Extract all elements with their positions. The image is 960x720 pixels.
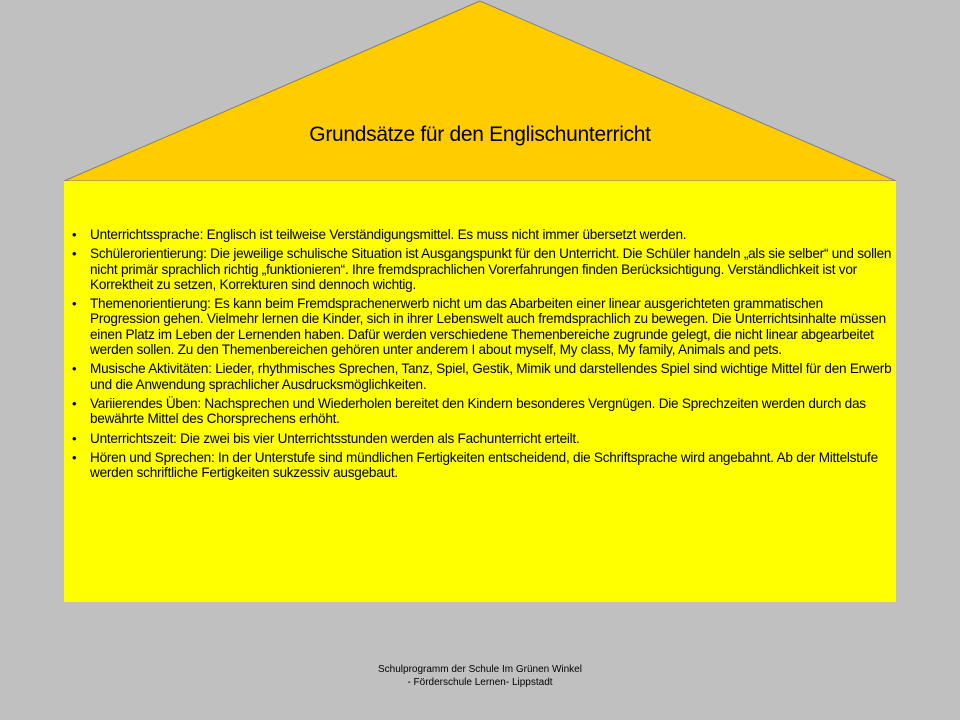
list-item-theme-orientation [72,296,894,357]
list-item-lesson-time [72,431,894,446]
list-item-text: Unterrichtssprache: Englisch ist teilweise Verständigungsmittel. Es muss nicht immer übersetzt werden. [90,227,687,242]
bullet-icon: • [72,395,77,411]
list-item-listening-speaking [72,450,894,481]
bullet-icon: • [72,430,77,446]
list-item-text: Unterrichtszeit: Die zwei bis vier Unterrichtsstunden werden als Fachunterricht erteilt. [90,430,580,446]
bullet-icon: • [72,227,77,242]
bullet-icon: • [72,361,77,377]
footer-line-school: Schulprogramm der Schule Im Grünen Winkel [378,664,582,675]
list-item-text: Variierendes Üben: Nachsprechen und Wiederholen bereitet den Kindern besonderes Vergnügen. Die Sprechzeiten werden durch das bewährte Mittel des Chorsprechens erhöht. [90,395,866,427]
footer [0,663,960,689]
list-item-text: Musische Aktivitäten: Lieder, rhythmisches Sprechen, Tanz, Spiel, Gestik, Mimik und darstellendes Spiel sind wichtige Mittel für den Erwerb und die Anwendung sprachlicher Ausdrucksmöglichkeiten. [90,361,892,392]
bullet-icon: • [72,296,77,312]
roof-triangle [0,0,960,185]
list-item-language [72,227,894,242]
principles-list [72,227,894,484]
list-item-text: Themenorientierung: Es kann beim Fremdsprachenerwerb nicht um das Abarbeiten einer linear ausgerichteten grammatischen Progression gehen. Vielmehr lernen die Kinder, sich in ihrer Lebenswelt auch fremdsprachlich zu bewegen. Die Unterrichtsinhalte müssen einen Platz im Leben der Lernenden haben. Dafür werden verschiedene Themenbereiche zugrunde gelegt, die nicht linear abgearbeitet werden sollen. Zu den Themenbereichen gehören unter anderem I about myself, My class, My family, Animals and pets. [90,296,886,358]
list-item-musical-activities [72,361,894,392]
page-title: Grundsätze für den Englischunterricht [309,123,651,146]
footer-line-subtitle: - Förderschule Lernen- Lippstadt [407,677,553,688]
list-item-text: Hören und Sprechen: In der Unterstufe sind mündlichen Fertigkeiten entscheidend, die Schriftsprache wird angebahnt. Ab der Mittelstufe werden schriftliche Fertigkeiten sukzessiv ausgebaut. [90,449,878,481]
bullet-icon: • [72,449,77,465]
bullet-icon: • [72,246,77,262]
list-item-varied-practice [72,396,894,427]
list-item-text: Schülerorientierung: Die jeweilige schulische Situation ist Ausgangspunkt für den Unterricht. Die Schüler handeln „als sie selber“ und sollen nicht primär sprachlich richtig „funktionieren“. Ihre fremdsprachlichen Vorerfahrungen finden Berücksichtigung. Verständlichkeit ist vor Korrektheit zu setzen, Korrekturen sind dennoch wichtig. [90,246,892,292]
list-item-student-orientation [72,246,894,292]
